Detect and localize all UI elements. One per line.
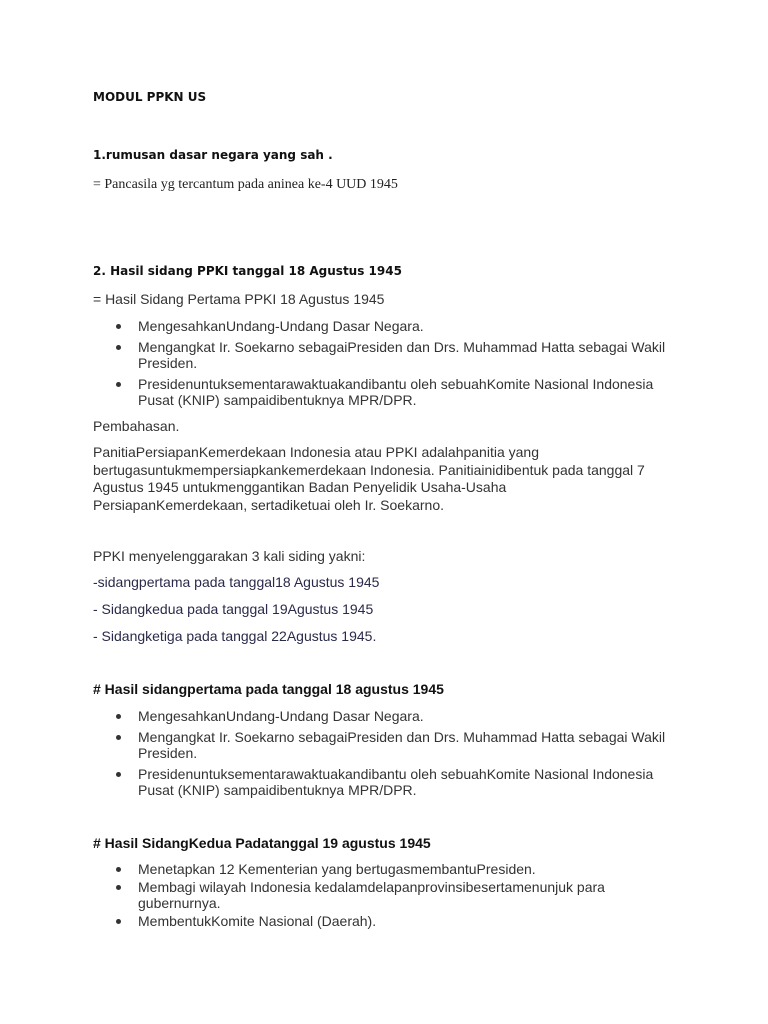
list-item: Presidenuntuksementarawaktuakandibantu oleh sebuahKomite Nasional Indonesia Pusat (KNIP) sampaidibentuknya MPR/DPR. — [93, 376, 673, 409]
list-item: MengesahkanUndang-Undang Dasar Negara. — [93, 708, 673, 725]
question-2-answer-intro: = Hasil Sidang Pertama PPKI 18 Agustus 1945 — [93, 291, 385, 307]
session-line-3: - Sidangketiga pada tanggal 22Agustus 1945. — [93, 628, 377, 644]
list-item: Mengangkat Ir. Soekarno sebagaiPresiden dan Drs. Muhammad Hatta sebagai Wakil Presiden. — [93, 729, 673, 762]
session-line-1: -sidangpertama pada tanggal18 Agustus 1945 — [93, 574, 380, 590]
list-item: Presidenuntuksementarawaktuakandibantu oleh sebuahKomite Nasional Indonesia Pusat (KNIP) sampaidibentuknya MPR/DPR. — [93, 766, 673, 799]
list-item: Mengangkat Ir. Soekarno sebagaiPresiden dan Drs. Muhammad Hatta sebagai Wakil Presiden. — [93, 339, 673, 372]
pembahasan-label: Pembahasan. — [93, 418, 180, 434]
list-item: MengesahkanUndang-Undang Dasar Negara. — [93, 318, 673, 335]
question-2-heading: 2. Hasil sidang PPKI tanggal 18 Agustus 1945 — [93, 264, 402, 278]
question-2-result-list — [93, 318, 673, 413]
sessions-intro: PPKI menyelenggarakan 3 kali siding yakni: — [93, 548, 366, 564]
second-session-heading: # Hasil SidangKedua Padatanggal 19 agustus 1945 — [93, 835, 431, 851]
list-item: Membagi wilayah Indonesia kedalamdelapanprovinsibesertamenunjuk para gubernurnya. — [93, 879, 673, 912]
document-title: MODUL PPKN US — [93, 90, 207, 104]
session-line-2: - Sidangkedua pada tanggal 19Agustus 1945 — [93, 601, 374, 617]
second-session-list — [93, 861, 673, 933]
first-session-list — [93, 708, 673, 803]
question-1-heading: 1.rumusan dasar negara yang sah . — [93, 148, 333, 162]
list-item: Menetapkan 12 Kementerian yang bertugasmembantuPresiden. — [93, 861, 673, 878]
pembahasan-paragraph: PanitiaPersiapanKemerdekaan Indonesia atau PPKI adalahpanitia yang bertugasuntukmempersiapkankemerdekaan Indonesia. Panitiainidibentuk pada tanggal 7 Agustus 1945 untukmenggantikan Badan Penyelidik Usaha-Usaha PersiapanKemerdekaan, sertadiketuai oleh Ir. Soekarno. — [93, 444, 645, 513]
question-1-answer: = Pancasila yg tercantum pada aninea ke-4 UUD 1945 — [93, 177, 398, 192]
first-session-heading: # Hasil sidangpertama pada tanggal 18 agustus 1945 — [93, 681, 444, 697]
list-item: MembentukKomite Nasional (Daerah). — [93, 913, 673, 930]
